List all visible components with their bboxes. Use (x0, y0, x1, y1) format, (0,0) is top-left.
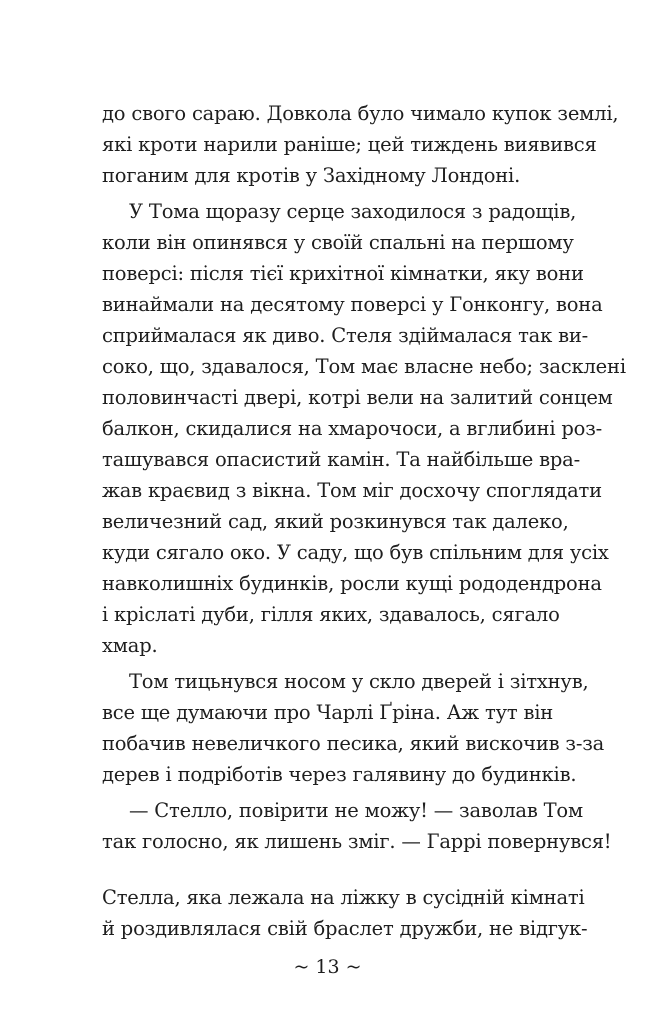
text-line: половинчасті двері, котрі вели на залитий сонцем (102, 386, 613, 409)
page-number: ~ 13 ~ (293, 956, 362, 978)
text-line: хмар. (102, 634, 158, 657)
text-line: й роздивлялася свій браслет дружби, не відгук- (102, 917, 588, 940)
text-line: поверсі: після тієї крихітної кімнатки, яку вони (102, 262, 584, 285)
text-line: все ще думаючи про Чарлі Ґріна. Аж тут він (102, 701, 554, 724)
text-line: ташувався опасистий камін. Та найбільше вра- (102, 448, 580, 471)
paragraph-5 (102, 882, 588, 944)
text-line: сприймалася як диво. Стеля здіймалася так ви- (102, 324, 589, 347)
text-line: поганим для кротів у Західному Лондоні. (102, 164, 521, 187)
text-line: куди сягало око. У саду, що був спільним для усіх (102, 541, 609, 564)
text-line: навколишніх будинків, росли кущі рододендрона (102, 572, 602, 595)
text-line: Том тицьнувся носом у скло дверей і зітхнув, (129, 670, 589, 693)
paragraph-4 (102, 795, 612, 857)
text-line: коли він опинявся у своїй спальні на першому (102, 231, 574, 254)
text-line: Стелла, яка лежала на ліжку в сусідній кімнаті (102, 886, 585, 909)
page-body (102, 98, 626, 944)
text-line: так голосно, як лишень зміг. — Гаррі повернувся! (102, 830, 612, 853)
text-line: величезний сад, який розкинувся так далеко, (102, 510, 569, 533)
text-line: побачив невеличкого песика, який вискочив з-за (102, 732, 605, 755)
text-line: до свого сараю. Довкола було чимало купок землі, (102, 102, 619, 125)
text-line: соко, що, здавалося, Том має власне небо; засклені (102, 355, 626, 378)
text-line: які кроти нарили раніше; цей тиждень виявився (102, 133, 597, 156)
text-line: винаймали на десятому поверсі у Гонконгу, вона (102, 293, 603, 316)
text-line: балкон, скидалися на хмарочоси, а вглибині роз- (102, 417, 603, 440)
paragraph-3 (102, 666, 605, 790)
text-line: дерев і подріботів через галявину до будинків. (102, 763, 577, 786)
text-line: У Тома щоразу серце заходилося з радощів, (129, 200, 577, 223)
text-line: і кріслаті дуби, гілля яких, здавалось, сягало (102, 603, 560, 626)
paragraph-1 (102, 98, 619, 191)
text-line: — Стелло, повірити не можу! — заволав Том (129, 799, 583, 822)
paragraph-2 (102, 196, 626, 661)
text-line: жав краєвид з вікна. Том міг досхочу споглядати (102, 479, 602, 502)
